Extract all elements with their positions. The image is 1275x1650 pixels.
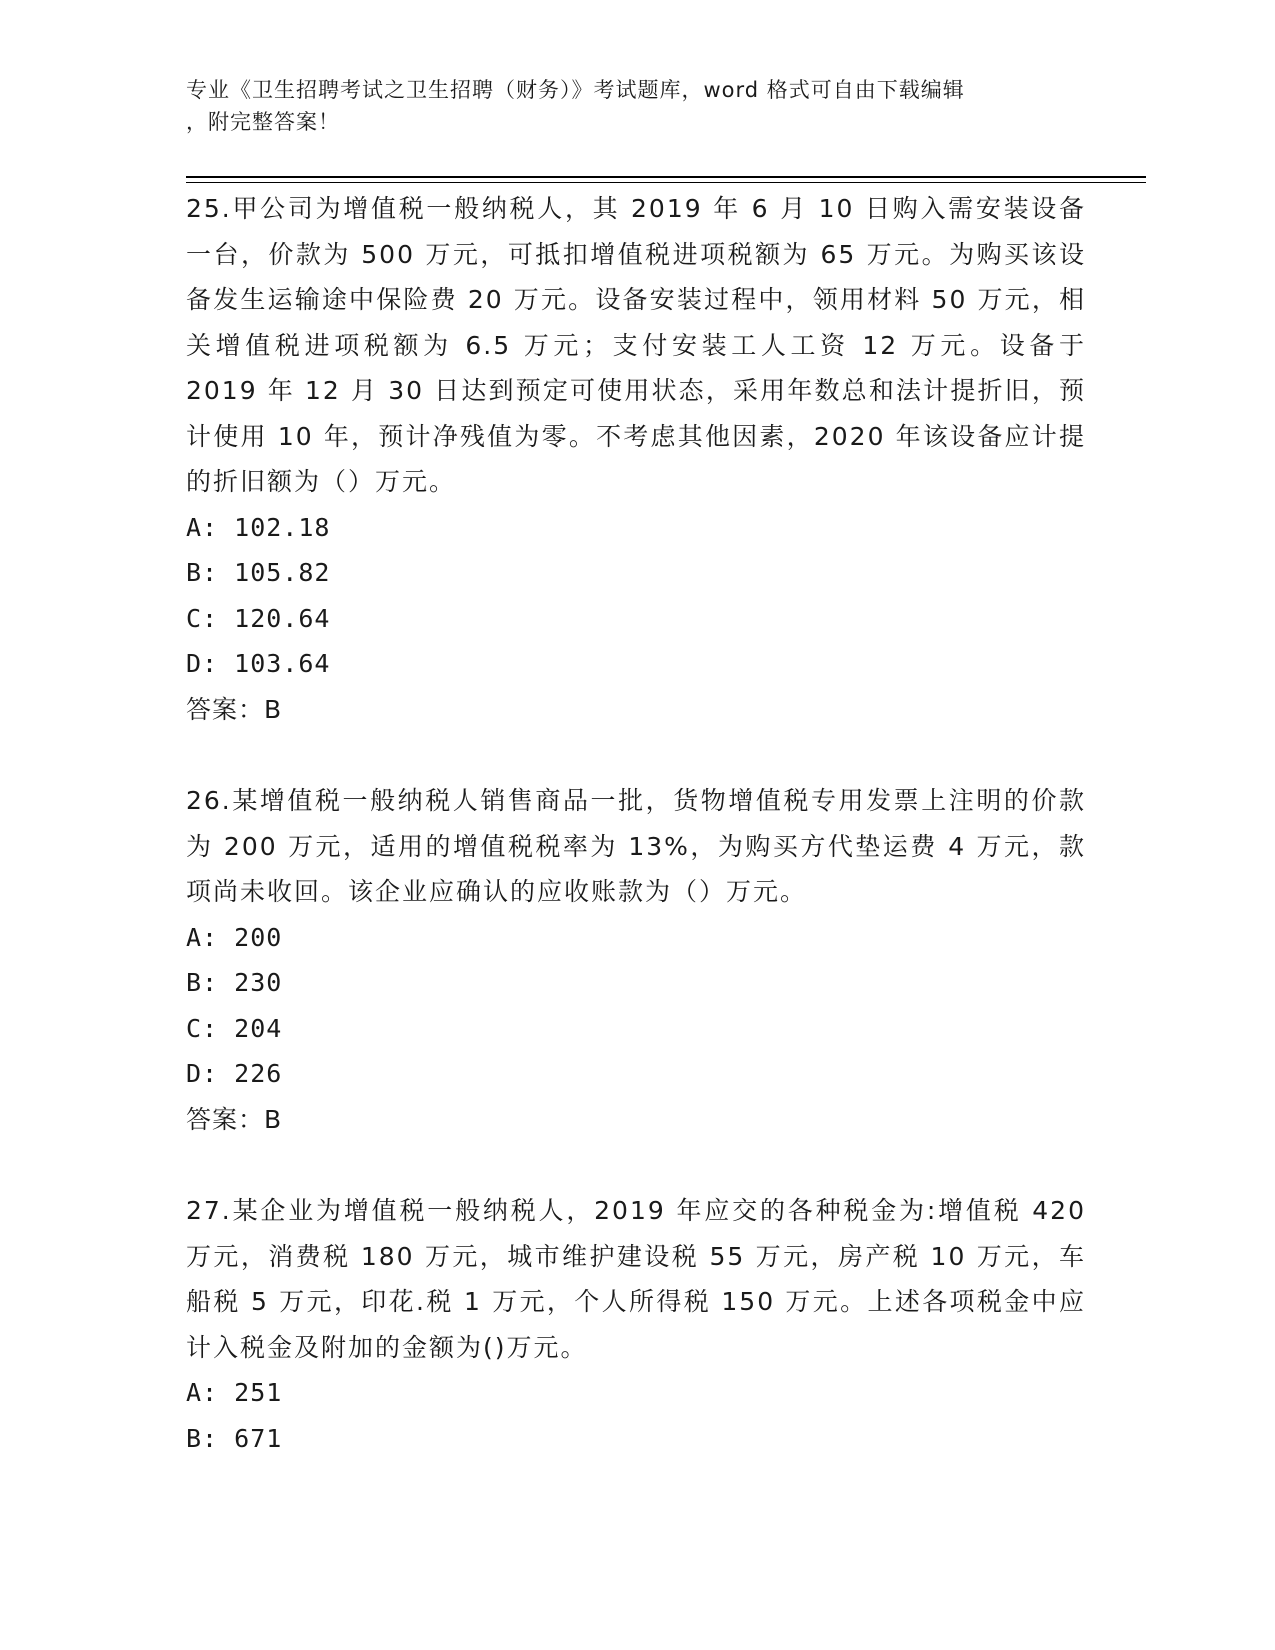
option-d: D: 103.64 <box>186 649 331 678</box>
answer-line: 答案：B <box>186 694 283 724</box>
question-list <box>186 186 1086 1461</box>
header-line-1: 专业《卫生招聘考试之卫生招聘（财务）》考试题库，word 格式可自由下载编辑 <box>186 78 965 102</box>
question-26 <box>186 778 1086 1142</box>
question-text: 27.某企业为增值税一般纳税人，2019 年应交的各种税金为:增值税 420 万元，消费税 180 万元，城市维护建设税 55 万元，房产税 10 万元，车船税 5 万元，印花.税 1 万元，个人所得税 150 万元。上述各项税金中应计入税金及附加的金额为()万元。 <box>186 1196 1086 1362</box>
option-c: C: 120.64 <box>186 603 331 633</box>
option-a: A: 200 <box>186 922 283 952</box>
option-b: B: 105.82 <box>186 558 331 587</box>
question-text: 26.某增值税一般纳税人销售商品一批，货物增值税专用发票上注明的价款为 200 万元，适用的增值税税率为 13%，为购买方代垫运费 4 万元，款项尚未收回。该企业应确认的应收账款为（）万元。 <box>186 786 1086 906</box>
header-divider-thick <box>186 176 1146 178</box>
question-27 <box>186 1188 1086 1461</box>
option-b: B: 230 <box>186 968 283 997</box>
option-a: A: 102.18 <box>186 512 331 542</box>
header-divider-thin <box>186 182 1146 183</box>
question-text: 25.甲公司为增值税一般纳税人，其 2019 年 6 月 10 日购入需安装设备一台，价款为 500 万元，可抵扣增值税进项税额为 65 万元。为购买该设备发生运输途中保险费 20 万元。设备安装过程中，领用材料 50 万元，相关增值税进项税额为 6.5 万元；支付安装工人工资 12 万元。设备于 2019 年 12 月 30 日达到预定可使用状态，采用年数总和法计提折旧，预计使用 10 年，预计净残值为零。不考虑其他因素，2020 年该设备应计提的折旧额为（）万元。 <box>186 194 1086 496</box>
option-c: C: 204 <box>186 1013 283 1043</box>
option-b: B: 671 <box>186 1423 283 1453</box>
option-list <box>186 915 1086 1097</box>
option-list <box>186 505 1086 687</box>
page-header <box>186 74 1086 138</box>
option-list <box>186 1370 1086 1461</box>
answer-line: 答案：B <box>186 1104 283 1134</box>
question-25 <box>186 186 1086 732</box>
option-a: A: 251 <box>186 1378 283 1407</box>
header-line-2: ，附完整答案！ <box>186 110 340 134</box>
option-d: D: 226 <box>186 1059 283 1088</box>
